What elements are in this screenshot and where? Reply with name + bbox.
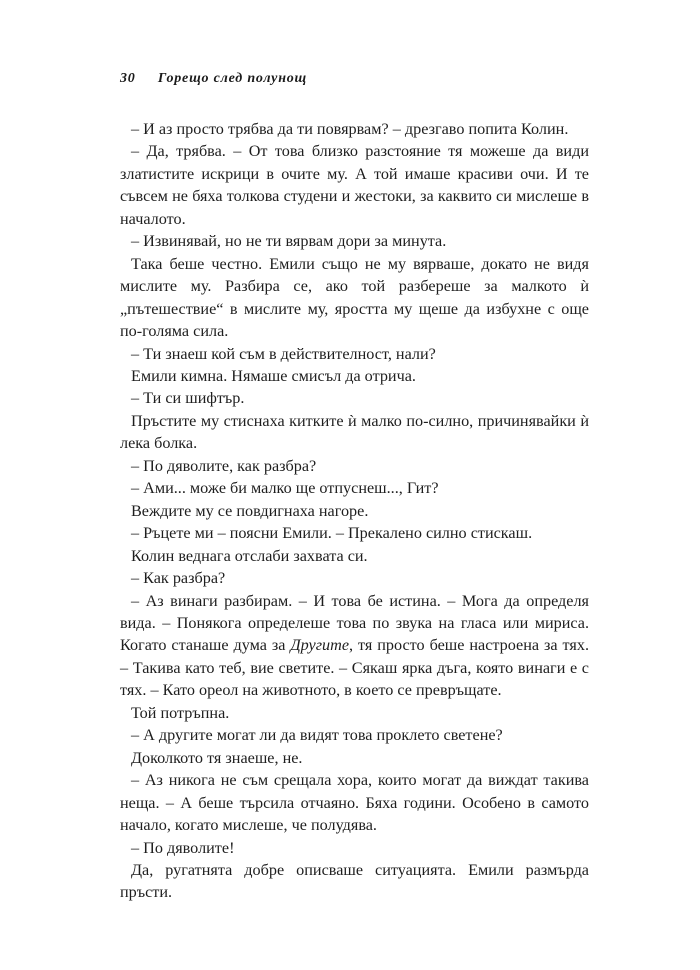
paragraph: Така беше честно. Емили също не му вярваше, докато не видя мислите му. Разбира се, ако той разбереше за малкото ѝ „пътешествие“ в мислите му, яростта му щеше да избухне с още по-голяма сила. <box>120 254 589 341</box>
paragraph-text: , тя просто беше настроена за тях. – Такива като теб, вие светите. – Сякаш ярка дъга, която винаги е с тях. – Като ореол на животното, в което се превръщате. <box>120 636 589 700</box>
running-head <box>120 71 307 87</box>
paragraph: – Как разбра? <box>131 569 226 588</box>
paragraph: – Ти знаеш кой съм в действителност, нали? <box>131 344 436 363</box>
paragraph: – По дяволите, как разбра? <box>131 456 317 475</box>
paragraph: – Да, трябва. – От това близко разстояние тя можеше да види златистите искрици в очите му. А той имаше красиви очи. И те съвсем не бяха толкова студени и жестоки, за каквито си мислеше в началото. <box>120 142 589 228</box>
paragraph: – Аз никога не съм срещала хора, които могат да виждат такива неща. – А беше търсила отчаяно. Бяха години. Особено в самото начало, когато мислеше, че полудява. <box>120 771 589 835</box>
paragraph: Емили кимна. Нямаше смисъл да отрича. <box>131 366 416 385</box>
paragraph: – И аз просто трябва да ти повярвам? – дрезгаво попита Колин. <box>131 120 569 138</box>
paragraph: Веждите му се повдигнаха нагоре. <box>131 501 369 520</box>
paragraph: – Извинявай, но не ти вярвам дори за минута. <box>131 232 447 251</box>
paragraph: – Ръцете ми – поясни Емили. – Прекалено силно стискаш. <box>131 524 533 543</box>
paragraph: Колин веднага отслаби захвата си. <box>131 546 368 565</box>
paragraph: Доколкото тя знаеше, не. <box>131 748 303 767</box>
book-title: Горещо след полунощ <box>157 71 308 86</box>
paragraph: – Ами... може би малко ще отпуснеш..., Гит? <box>131 479 439 498</box>
paragraph <box>120 590 589 702</box>
body-text <box>120 118 589 904</box>
paragraph: Да, ругатнята добре описваше ситуацията. Емили размърда пръсти. <box>120 860 589 902</box>
paragraph: – Ти си шифтър. <box>131 389 245 408</box>
italic-emphasis: Другите <box>290 636 350 655</box>
paragraph: Пръстите му стиснаха китките ѝ малко по-силно, причинявайки ѝ лека болка. <box>120 411 589 453</box>
paragraph: – А другите могат ли да видят това проклето светене? <box>131 726 503 745</box>
paragraph: – По дяволите! <box>131 838 235 857</box>
paragraph: Той потръпна. <box>131 703 230 722</box>
paragraph-text: – Аз винаги разбирам. – И това бе истина. – Мога да определя вида. – Понякога определеше това по звука на гласа или мириса. Когато станаше дума за <box>120 591 589 655</box>
page-number: 30 <box>120 71 136 86</box>
